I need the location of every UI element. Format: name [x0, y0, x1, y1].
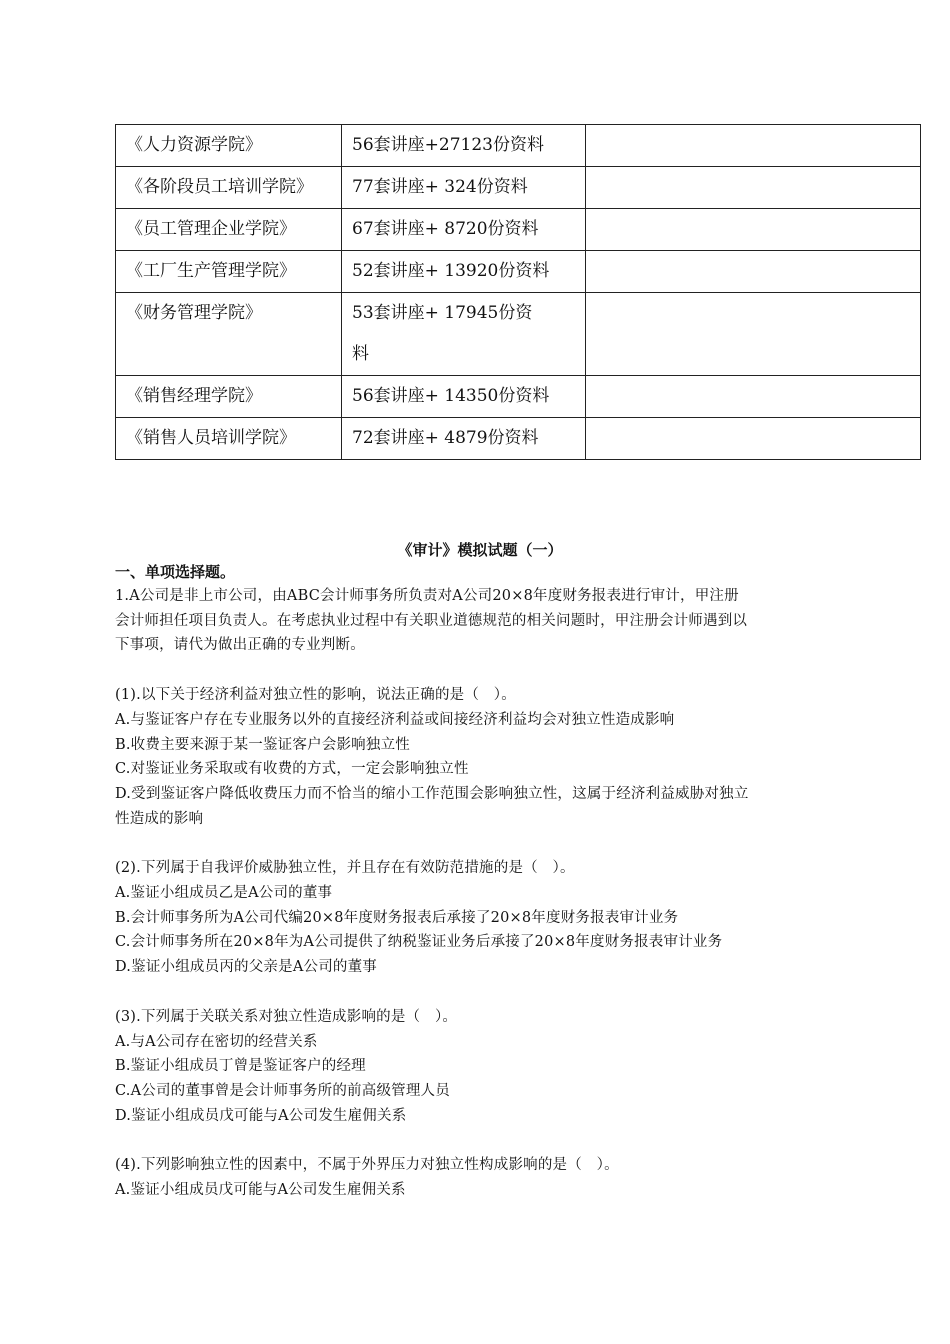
question-stem: (2).下列属于自我评价威胁独立性，并且存在有效防范措施的是（ ）。	[115, 860, 575, 877]
exam-content	[115, 540, 845, 1203]
resource-count: 72套讲座+ 4879份资料	[342, 418, 586, 460]
question-1	[115, 683, 845, 831]
note-cell	[586, 125, 921, 167]
question-stem: (1).以下关于经济利益对独立性的影响，说法正确的是（ ）。	[115, 687, 516, 704]
section-heading: 一、单项选择题。	[115, 563, 236, 581]
table-row	[116, 251, 921, 293]
resource-table	[115, 124, 921, 460]
college-name: 《财务管理学院》	[116, 293, 342, 376]
option-c: C.对鉴证业务采取或有收费的方式，一定会影响独立性	[115, 761, 469, 778]
college-name: 《各阶段员工培训学院》	[116, 167, 342, 209]
college-name: 《销售经理学院》	[116, 376, 342, 418]
option-d: D.受到鉴证客户降低收费压力而不恰当的缩小工作范围会影响独立性，这属于经济利益威胁对独立	[115, 785, 749, 802]
note-cell	[586, 376, 921, 418]
question-stem: (3).下列属于关联关系对独立性造成影响的是（ ）。	[115, 1008, 458, 1025]
option-a: A.与鉴证客户存在专业服务以外的直接经济利益或间接经济利益均会对独立性造成影响	[115, 711, 675, 728]
table-row	[116, 167, 921, 209]
resource-count: 77套讲座+ 324份资料	[342, 167, 586, 209]
college-name: 《员工管理企业学院》	[116, 209, 342, 251]
note-cell	[586, 167, 921, 209]
question-2	[115, 856, 845, 980]
note-cell	[586, 293, 921, 376]
option-b: B.鉴证小组成员丁曾是鉴证客户的经理	[115, 1058, 366, 1075]
college-name: 《人力资源学院》	[116, 125, 342, 167]
resource-count: 67套讲座+ 8720份资料	[342, 209, 586, 251]
intro-line: 下事项，请代为做出正确的专业判断。	[115, 637, 365, 654]
table-row	[116, 376, 921, 418]
exam-title: 《审计》模拟试题（一）	[397, 541, 563, 559]
intro-line: 会计师担任项目负责人。在考虑执业过程中有关职业道德规范的相关问题时，甲注册会计师遇到以	[115, 612, 748, 629]
table-row	[116, 293, 921, 376]
option-a: A.鉴证小组成员乙是A公司的董事	[115, 885, 333, 902]
resource-count: 56套讲座+27123份资料	[342, 125, 586, 167]
option-b: B.会计师事务所为A公司代编20×8年度财务报表后承接了20×8年度财务报表审计业务	[115, 909, 679, 926]
question-3	[115, 1005, 845, 1129]
resource-count: 53套讲座+ 17945份资料	[342, 293, 586, 376]
option-d: D.鉴证小组成员丙的父亲是A公司的董事	[115, 959, 377, 976]
table-row	[116, 209, 921, 251]
table-row	[116, 418, 921, 460]
option-d: D.鉴证小组成员戊可能与A公司发生雇佣关系	[115, 1107, 407, 1124]
intro-line: 1.A公司是非上市公司，由ABC会计师事务所负责对A公司20×8年度财务报表进行审计，甲注册	[115, 588, 739, 604]
college-name: 《销售人员培训学院》	[116, 418, 342, 460]
question-4	[115, 1153, 845, 1202]
resource-count: 52套讲座+ 13920份资料	[342, 251, 586, 293]
option-c: C.A公司的董事曾是会计师事务所的前高级管理人员	[115, 1082, 450, 1099]
question-stem: (4).下列影响独立性的因素中，不属于外界压力对独立性构成影响的是（ ）。	[115, 1157, 619, 1174]
note-cell	[586, 418, 921, 460]
option-a: A.鉴证小组成员戊可能与A公司发生雇佣关系	[115, 1182, 406, 1199]
option-d-continued: 性造成的影响	[115, 810, 204, 827]
option-a: A.与A公司存在密切的经营关系	[115, 1033, 318, 1050]
option-c: C.会计师事务所在20×8年为A公司提供了纳税鉴证业务后承接了20×8年度财务报表审计业务	[115, 934, 723, 951]
note-cell	[586, 209, 921, 251]
option-b: B.收费主要来源于某一鉴证客户会影响独立性	[115, 736, 410, 753]
resource-count: 56套讲座+ 14350份资料	[342, 376, 586, 418]
note-cell	[586, 251, 921, 293]
table-row	[116, 125, 921, 167]
college-name: 《工厂生产管理学院》	[116, 251, 342, 293]
question-intro	[115, 584, 845, 658]
